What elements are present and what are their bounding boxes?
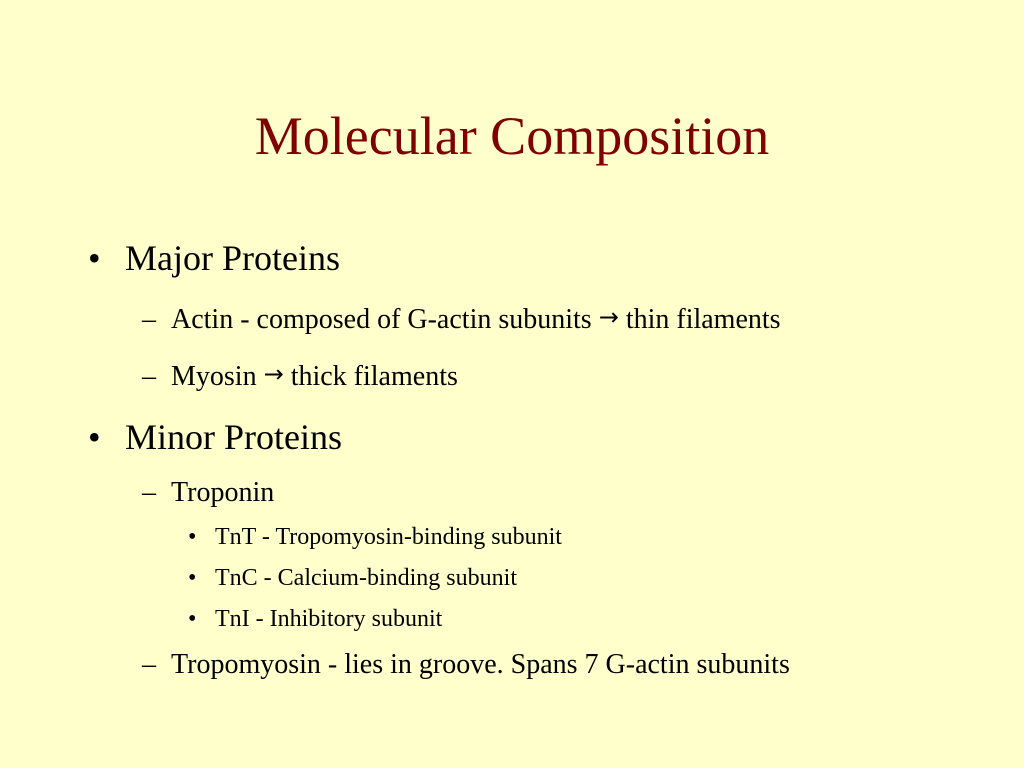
bullet-marker: • — [88, 417, 101, 457]
sub-sub-bullet-tnc — [188, 564, 517, 592]
sub-bullet-text: Tropomyosin - lies in groove. Spans 7 G-actin subunits — [171, 649, 790, 680]
sub-bullet-marker: – — [142, 477, 156, 508]
sub-sub-bullet-text: TnI - Inhibitory subunit — [215, 606, 443, 632]
bullet-text: Major Proteins — [125, 238, 340, 278]
sub-bullet-marker: – — [142, 649, 156, 680]
sub-sub-bullet-marker: • — [188, 606, 197, 632]
sub-bullet-tropomyosin — [142, 649, 790, 681]
bullet-minor-proteins — [88, 417, 342, 457]
sub-bullet-text: Myosin — [171, 361, 257, 392]
sub-sub-bullet-text: TnT - Tropomyosin-binding subunit — [215, 524, 562, 550]
sub-sub-bullet-marker: • — [188, 565, 197, 591]
sub-bullet-troponin — [142, 477, 274, 509]
sub-sub-bullet-text: TnC - Calcium-binding subunit — [215, 565, 517, 591]
sub-bullet-text: thick filaments — [290, 361, 458, 392]
bullet-marker: • — [88, 238, 101, 278]
sub-bullet-marker: – — [142, 304, 156, 335]
sub-bullet-actin — [142, 304, 781, 336]
slide-title: Molecular Composition — [254, 106, 770, 166]
sub-sub-bullet-tni — [188, 605, 442, 633]
sub-bullet-text: Actin - composed of G-actin subunits — [171, 304, 592, 335]
arrow-right-icon: → — [263, 360, 284, 388]
sub-bullet-text: thin filaments — [625, 304, 781, 335]
sub-sub-bullet-marker: • — [188, 524, 197, 550]
sub-bullet-marker: – — [142, 361, 156, 392]
sub-bullet-myosin — [142, 361, 458, 393]
bullet-text: Minor Proteins — [125, 417, 343, 457]
arrow-right-icon: → — [598, 303, 619, 331]
sub-bullet-text: Troponin — [171, 477, 275, 508]
bullet-major-proteins — [88, 238, 340, 278]
sub-sub-bullet-tnt — [188, 523, 562, 551]
